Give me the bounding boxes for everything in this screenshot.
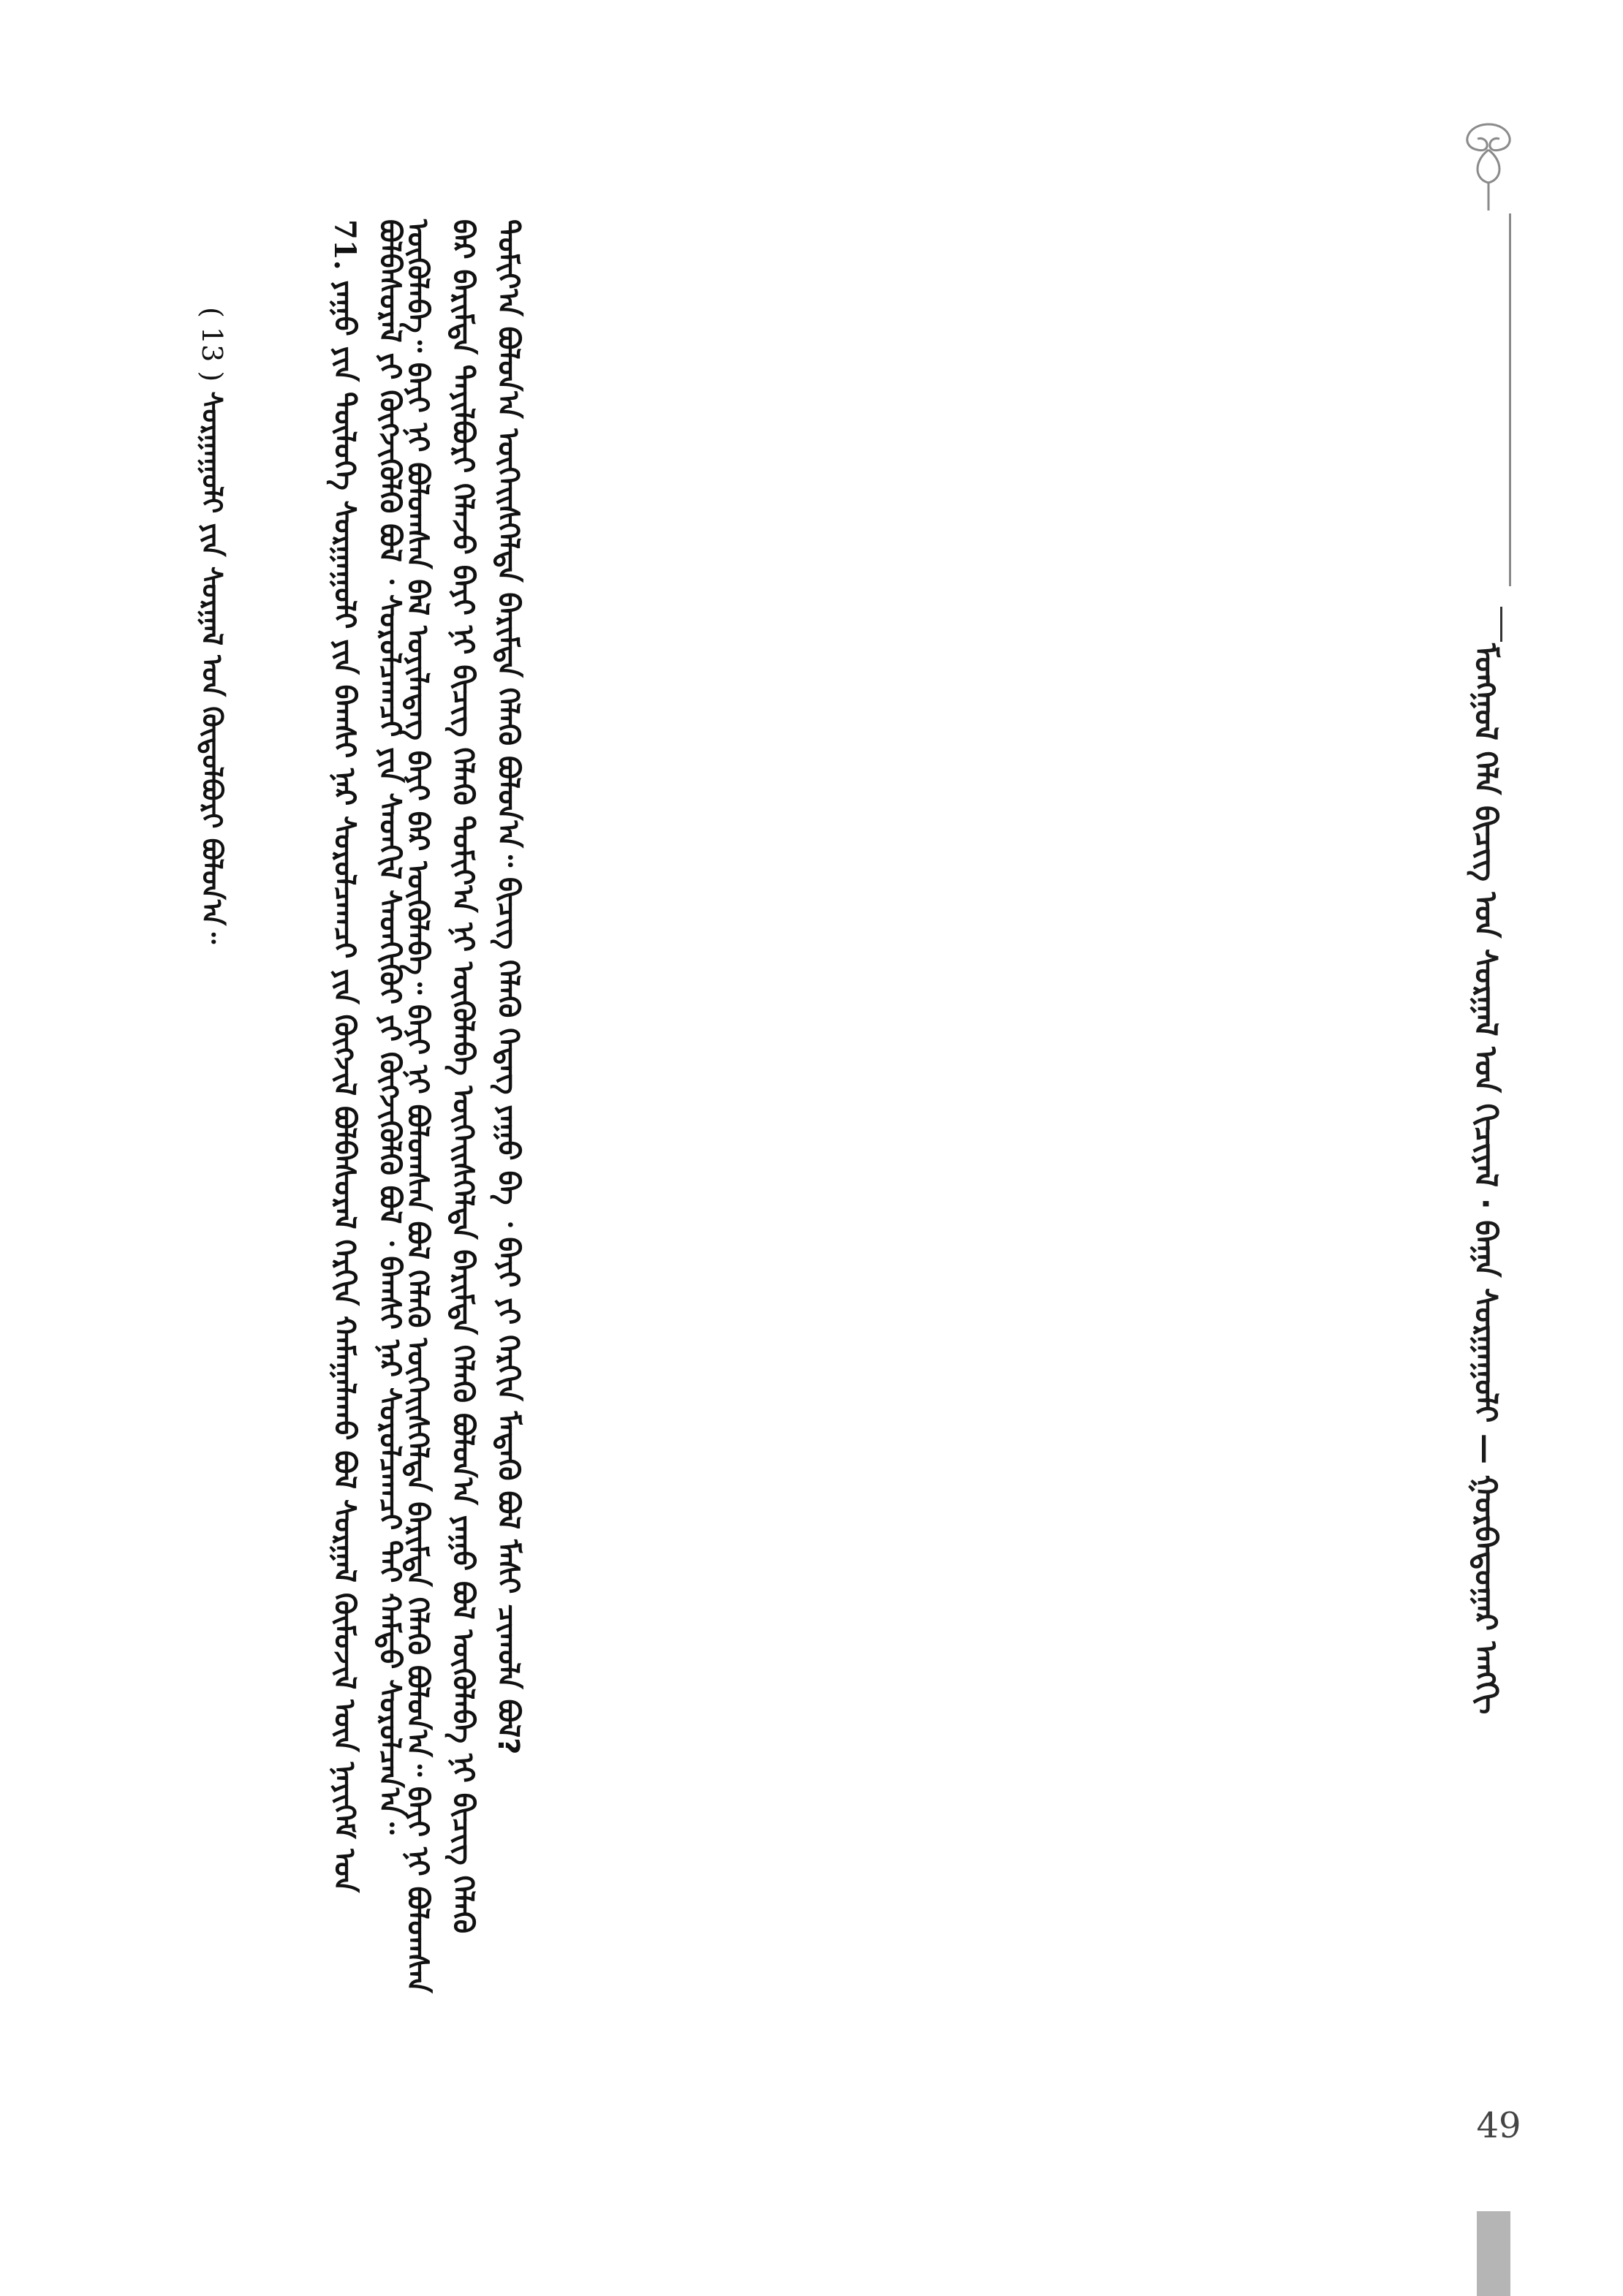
footnote-marker: ( 13 ) — [196, 307, 228, 382]
body-paragraph — [395, 219, 716, 2003]
decorative-ornament-icon — [1445, 117, 1532, 212]
item-number: 71. — [328, 219, 362, 270]
item-71-text: ᠶᠠᠭᠤ ᠶᠢᠨ ᠲᠥᠯᠦᠭᠡ ᠰᠤᠷᠭᠠᠭᠤᠯᠢ ᠶᠢᠨ ᠪᠠᠭᠰᠢ ᠨᠠᠷ ᠰᠤᠷᠤᠯᠴᠠᠭᠴᠢ ᠶᠢᠨ ᠬᠥᠭᠵᠢᠯ ᠪᠣᠯᠪᠠᠰᠤᠷᠠᠯ ᠬᠡᠷᠬᠢᠨ ᠬᠠᠮᠠᠭᠠᠯᠠᠬᠤ ᠪᠣᠯ ᠰᠤᠷᠭᠠᠯ ᠬᠦᠮᠦᠵᠢᠯ ᠦᠨ ᠨᠡᠶᠢᠭᠡᠮ ᠤᠨ ᠪᠣᠯᠪᠠᠰᠤᠷᠠᠯ ᠶᠢ ᠬᠥᠭᠵᠢᠭᠦᠯᠬᠦ ᠪᠣᠯ ᠂ ᠰᠤᠷᠤᠯᠴᠠᠭᠴᠢ ᠶᠢᠨ ᠰᠡᠳᠬᠢᠯ ᠰᠡᠳᠬᠢᠬᠦᠢ ᠶᠢ ᠬᠥᠭᠵᠢᠭᠦᠯᠬᠦ ᠪᠣᠯ ᠂ ᠪᠠᠭᠰᠢ ᠨᠠᠷ ᠰᠤᠷᠤᠯᠴᠠᠭᠴᠢ ᠲᠠᠢ ᠬᠠᠮᠲᠤ ᠰᠤᠷᠤᠯᠴᠠᠨ᠎ᠠ᠃ — [328, 219, 406, 1893]
item-71 — [322, 219, 412, 2003]
header-dash-separator — [1500, 607, 1502, 642]
footnote — [192, 307, 232, 944]
page-number: 49 — [1476, 2105, 1521, 2146]
header-rule-line — [1509, 213, 1511, 586]
paragraph-1: ᠦᠭᠦᠯᠡᠪᠡ᠃ ᠪᠠᠶᠢ ᠨᠢ ᠪᠤᠯᠤᠭᠰᠠᠨ ᠪᠡᠯ ᠤᠶᠢᠯᠡᠳᠡᠭ ᠪᠠᠶᠢ ᠪᠡᠷ ᠦᠭᠦᠯᠡᠪᠡ᠃ ᠪᠠᠶᠢ ᠨᠢ ᠪᠤᠯᠤᠭᠰᠠᠨ ᠪᠣᠯ ᠬᠡᠯᠡᠬᠦ ᠦᠭᠡᠢᠰᠭᠡᠯᠲᠡ ᠪᠠᠷᠢᠮᠲᠠ ᠬᠡᠯᠡᠬᠦ ᠪᠣᠯᠤᠨ᠎ᠠ᠃ ᠪᠠᠶᠢ ᠨᠢ ᠪᠤᠯᠤᠭᠰᠠᠨ ᠪᠡᠷ ᠪᠠᠷᠢᠮᠲᠠ ᠲᠠᠶᠢᠯᠪᠤᠷᠢ ᠬᠡᠯᠡᠵᠦ ᠪᠠᠶᠢ ᠨᠢ ᠪᠢᠴᠢᠭ᠌ ᠬᠡᠯᠡᠬᠦ ᠲᠣᠮᠢᠶ᠎ᠠ ᠨᠢ ᠦᠭᠦᠯᠡᠪᠡ ᠦᠭᠡᠢᠰᠭᠡᠯᠲᠡ ᠪᠠᠷᠢᠮᠲᠠ ᠬᠡᠯᠡᠬᠦ ᠪᠣᠯᠤᠨ᠎ᠠ ᠶᠠᠭᠤ ᠪᠣᠯ ᠦᠭᠦᠯᠡᠪᠡ ᠨᠢ ᠪᠢᠴᠢᠭ᠌ ᠬᠡᠯᠡᠬᠦ ᠲᠣᠮᠢᠶ᠎ᠠ ᠪᠣᠯᠤᠨ᠎ᠠ ᠦᠭᠡᠢᠰᠭᠡᠯᠲᠡ ᠪᠠᠷᠢᠮᠲᠠ ᠬᠡᠯᠡᠬᠦ ᠪᠣᠯᠤᠨ᠎ᠠ᠃ ᠪᠢᠴᠢᠭ᠌ ᠬᠡᠯᠡᠬᠦ ᠭᠡᠳᠡᠭ ᠶᠠᠭᠤ ᠪᠡ ᠂ ᠪᠠᠶᠢ ᠶᠢ ᠬᠡᠷᠬᠢᠨ ᠮᠡᠳᠡᠬᠦ ᠪᠣᠯ ᠮᠠᠰᠢ ᠴᠢᠬᠤᠯᠠ ᠪᠣᠯ? — [401, 219, 525, 1993]
running-header-title: ᠮᠣᠩᠭᠣᠯ ᠬᠡᠯᠡ ᠪᠢᠴᠢᠭ ᠤᠨ ᠰᠣᠷᠭᠠᠯ ᠤᠨ ᠬᠢᠴᠢᠶᠡᠯ · ᠪᠠᠭᠠ ᠰᠤᠷᠭᠠᠭᠤᠯᠢ — ᠭᠤᠷᠪᠠᠳᠤᠭᠠᠷ ᠠᠩᠭᠢ — [1468, 643, 1504, 1715]
footnote-text: ᠰᠤᠷᠭᠠᠭᠤᠯᠢ ᠶᠢᠨ ᠰᠤᠷᠭᠠᠯ ᠤᠨ ᠬᠥᠲᠦᠯᠪᠦᠷᠢ ᠪᠣᠯᠤᠨ᠎ᠠ᠃ — [196, 391, 228, 944]
page-edge-tab — [1477, 2211, 1510, 2296]
